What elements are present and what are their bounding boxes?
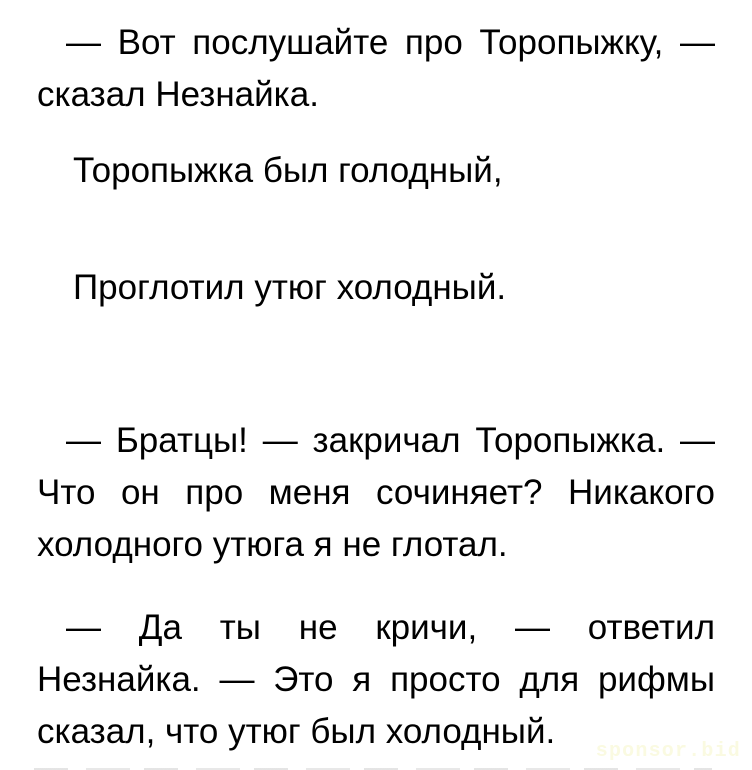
paragraph-2: [37, 415, 715, 571]
verse-line: Торопыжка был голодный,: [73, 151, 503, 190]
verse-line: Проглотил утюг холодный.: [73, 268, 507, 307]
watermark: sponsor.bid: [595, 740, 741, 763]
text-line: холодного утюга я не глотал.: [37, 525, 508, 564]
text-line: Что он про меня сочиняет? Никакого: [37, 473, 715, 512]
text-line: — Братцы! — закричал Торопыжка. —: [66, 421, 715, 460]
text-line: — Да ты не кричи, — ответил: [66, 608, 715, 647]
text-line: сказал Незнайка.: [37, 75, 319, 114]
text-line: Незнайка. — Это я просто для рифмы: [37, 660, 715, 699]
paragraph-3: [37, 602, 715, 758]
paragraph-1: [37, 17, 715, 121]
text-line: сказал, что утюг был холодный.: [37, 712, 556, 751]
text-line: — Вот послушайте про Торопыжку, —: [66, 23, 715, 62]
verse-stanza: [37, 145, 715, 314]
